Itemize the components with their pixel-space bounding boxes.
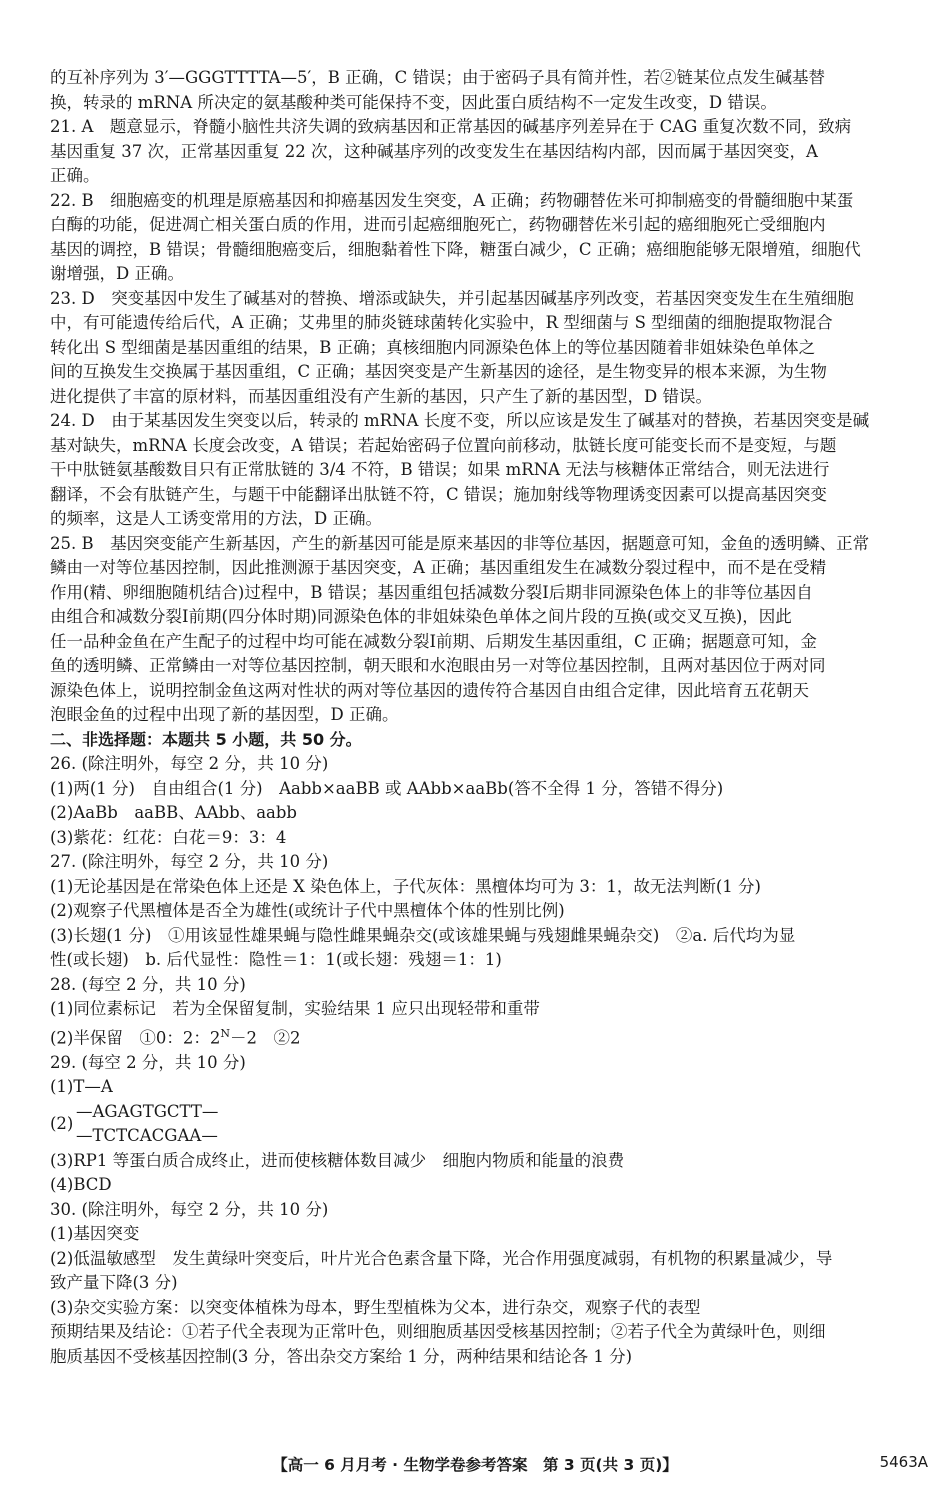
answer-line: 作用(精、卵细胞随机结合)过程中，B 错误；基因重组包括减数分裂Ⅰ后期非同源染色体上的非等位基因自 [50, 582, 813, 602]
footer-title: 【高一 6 月月考 · 生物学卷参考答案 第 3 页(共 3 页)】 [272, 1456, 678, 1474]
answer-line: 23. D 突变基因中发生了碱基对的替换、增添或缺失，并引起基因碱基序列改变，若基因突变发生在生殖细胞 [50, 288, 854, 308]
question-27 [50, 850, 930, 973]
answer-line: 24. D 由于某基因发生突变以后，转录的 mRNA 长度不变，所以应该是发生了碱基对的替换，若基因突变是碱 [50, 411, 870, 430]
dna-strand-top: —AGAGTGCTT— [76, 1101, 219, 1121]
answer-line: 正确。 [50, 166, 100, 185]
ratio-text-tail: －2 ②2 [230, 1028, 301, 1047]
dna-strand-bottom: —TCTCACGAA— [76, 1126, 218, 1145]
choice-answer-22 [50, 189, 930, 287]
answer-line: 间的互换发生交换属于基因重组，C 正确；基因突变是产生新基因的途径，是生物变异的根本来源，为生物 [50, 362, 827, 381]
answer-line: 预期结果及结论：①若子代全表现为正常叶色，则细胞质基因受核基因控制；②若子代全为黄绿叶色，则细 [50, 1322, 826, 1341]
answer-line: 21. A 题意显示，脊髓小脑性共济失调的致病基因和正常基因的碱基序列差异在于 CAG 重复次数不同，致病 [50, 117, 852, 136]
section-title: 二、非选择题：本题共 5 小题，共 50 分。 [50, 729, 362, 749]
question-heading: 28. (每空 2 分，共 10 分) [50, 974, 246, 994]
answer-line: 基因重复 37 次，正常基因重复 22 次，这种碱基序列的改变发生在基因结构内部，因而属于基因突变，A [50, 141, 818, 161]
continuation-line: 换，转录的 mRNA 所决定的氨基酸种类可能保持不变，因此蛋白质结构不一定发生改变，D 错误。 [50, 92, 777, 112]
answer-line: 胞质基因不受核基因控制(3 分，答出杂交方案给 1 分，两种结果和结论各 1 分) [50, 1346, 633, 1366]
answer-line: (1)两(1 分) 自由组合(1 分) Aabb×aaBB 或 AAbb×aaBb(答不全得 1 分，答错不得分) [50, 778, 724, 798]
question-30 [50, 1198, 930, 1370]
answer-line: 干中肽链氨基酸数目只有正常肽链的 3/4 不符，B 错误；如果 mRNA 无法与核糖体正常结合，则无法进行 [50, 460, 830, 479]
dna-strands-answer [50, 1100, 930, 1149]
answer-line: 性(或长翅) b. 后代显性：隐性＝1：1(或长翅：残翅＝1：1) [50, 950, 502, 969]
answer-line [50, 1022, 930, 1051]
answer-line: (1)T—A [50, 1077, 113, 1096]
continuation-line: 的互补序列为 3′—GGGTTTTA—5′，B 正确，C 错误；由于密码子具有简并性，若②链某位点发生碱基替 [50, 68, 825, 87]
answer-line: 由组合和减数分裂Ⅰ前期(四分体时期)同源染色体的非姐妹染色单体之间片段的互换(或交叉互换)，因此 [50, 607, 792, 626]
answer-line: (1)无论基因是在常染色体上还是 X 染色体上，子代灰体：黑檀体均可为 3：1，故无法判断(1 分) [50, 876, 761, 896]
answer-line: (4)BCD [50, 1175, 112, 1194]
question-heading: 26. (除注明外，每空 2 分，共 10 分) [50, 754, 329, 773]
answer-line: 鳞由一对等位基因控制，因此推测源于基因突变，A 正确；基因重组发生在减数分裂过程中，而不是在受精 [50, 558, 827, 577]
choice-answer-21 [50, 115, 930, 189]
answer-line: 基对缺失，mRNA 长度会改变，A 错误；若起始密码子位置向前移动，肽链长度可能变长而不是变短，与题 [50, 435, 837, 455]
answer-line: (3)紫花：红花：白花＝9：3：4 [50, 827, 287, 847]
answer-line: (1)同位素标记 若为全保留复制，实验结果 1 应只出现轻带和重带 [50, 999, 540, 1018]
question-heading: 30. (除注明外，每空 2 分，共 10 分) [50, 1199, 329, 1219]
answer-line: 进化提供了丰富的原材料，而基因重组没有产生新的基因，只产生了新的基因型，D 错误。 [50, 386, 712, 406]
ratio-superscript: N [220, 1026, 230, 1040]
answer-line: (3)长翅(1 分) ①用该显性雄果蝇与隐性雌果蝇杂交(或该雄果蝇与残翅雌果蝇杂交) ②a. 后代均为显 [50, 925, 796, 945]
answer-line: 白酶的功能，促进凋亡相关蛋白质的作用，进而引起癌细胞死亡，药物硼替佐米引起的癌细胞死亡受细胞内 [50, 215, 826, 234]
answer-line: 源染色体上，说明控制金鱼这两对性状的两对等位基因的遗传符合基因自由组合定律，因此培育五花朝天 [50, 680, 809, 700]
question-26 [50, 752, 930, 850]
question-29 [50, 1051, 930, 1198]
answer-line: 致产量下降(3 分) [50, 1273, 178, 1292]
page-footer [0, 1450, 950, 1480]
answer-line: 谢增强，D 正确。 [50, 264, 184, 283]
question-heading: 27. (除注明外，每空 2 分，共 10 分) [50, 852, 329, 871]
answer-line: 的频率，这是人工诱变常用的方法，D 正确。 [50, 509, 382, 528]
choice-answer-23 [50, 287, 930, 410]
question-heading: 29. (每空 2 分，共 10 分) [50, 1052, 246, 1072]
answer-line: 转化出 S 型细菌是基因重组的结果，B 正确；真核细胞内同源染色体上的等位基因随着非姐妹染色单体之 [50, 337, 816, 357]
choice-answer-24 [50, 409, 930, 532]
answer-label: (2) [50, 1113, 74, 1133]
answer-line: 鱼的透明鳞、正常鳞由一对等位基因控制，朝天眼和水泡眼由另一对等位基因控制，且两对基因位于两对同 [50, 656, 826, 675]
answer-line: 22. B 细胞癌变的机理是原癌基因和抑癌基因发生突变，A 正确；药物硼替佐米可抑制癌变的骨髓细胞中某蛋 [50, 190, 854, 210]
answer-line: 基因的调控，B 错误；骨髓细胞癌变后，细胞黏着性下降，糖蛋白减少，C 正确；癌细胞能够无限增殖，细胞代 [50, 239, 861, 259]
dna-strands [76, 1100, 218, 1149]
footer-code: 5463A [879, 1453, 928, 1471]
answer-line: 中，有可能遗传给后代，A 正确；艾弗里的肺炎链球菌转化实验中，R 型细菌与 S 型细菌的细胞提取物混合 [50, 313, 833, 332]
answer-line: (3)杂交实验方案：以突变体植株为母本，野生型植株为父本，进行杂交，观察子代的表型 [50, 1297, 701, 1317]
answer-line: (2)观察子代黑檀体是否全为雄性(或统计子代中黑檀体个体的性别比例) [50, 901, 565, 920]
answer-line: (2)低温敏感型 发生黄绿叶突变后，叶片光合色素含量下降，光合作用强度减弱，有机物的积累量减少，导 [50, 1248, 833, 1268]
question-28 [50, 973, 930, 1051]
answer-line: (3)RP1 等蛋白质合成终止，进而使核糖体数目减少 细胞内物质和能量的浪费 [50, 1150, 625, 1170]
answer-line: 25. B 基因突变能产生新基因，产生的新基因可能是原来基因的非等位基因，据题意可知，金鱼的透明鳞、正常 [50, 533, 870, 553]
answer-line: 翻译，不会有肽链产生，与题干中能翻译出肽链不符，C 错误；施加射线等物理诱变因素可以提高基因突变 [50, 484, 827, 504]
answer-line: 任一品种金鱼在产生配子的过程中均可能在减数分裂Ⅰ前期、后期发生基因重组，C 正确；据题意可知，金 [50, 631, 817, 651]
answer-line: (1)基因突变 [50, 1224, 140, 1243]
choice-answer-25 [50, 532, 930, 728]
ratio-text: (2)半保留 ①0：2：2 [50, 1028, 221, 1047]
answer-content [50, 66, 930, 1369]
answer-line: (2)AaBb aaBB、AAbb、aabb [50, 803, 297, 822]
answer-line: 泡眼金鱼的过程中出现了新的基因型，D 正确。 [50, 705, 399, 724]
